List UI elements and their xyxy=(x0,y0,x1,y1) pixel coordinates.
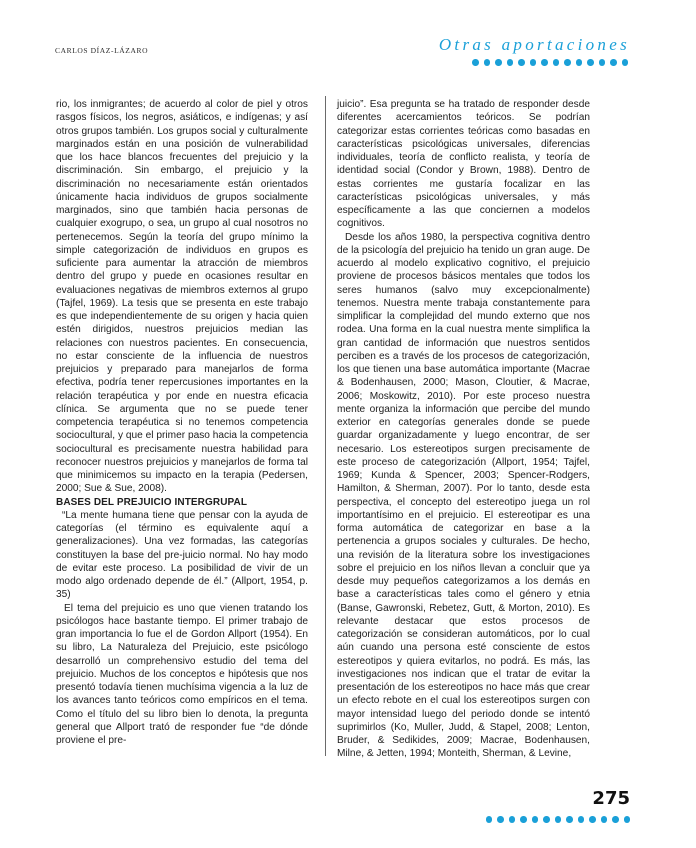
footer-dot-rule xyxy=(486,816,631,823)
section-heading: BASES DEL PREJUICIO INTERGRUPAL xyxy=(56,496,248,508)
right-paragraph-2: Desde los años 1980, la perspectiva cognitiva dentro de la psicología del prejuicio ha tenido un gran auge. De acuerdo al modelo explicativo cognitivo, el prejuicio proviene de procesos básicos mentales que todos los seres humanos (salvo muy excepcionalmente) tenemos. Nuestra mente trabaja constantemente para simplificar la complejidad del mundo externo que nos rodea. Una forma en la cual nuestra mente simplifica la gran cantidad de información que nuestros sentidos perciben es a través de los procesos de categorización, los que tienen una base automática importante (Macrae & Bodenhausen, 2000; Mason, Cloutier, & Macrae, 2006; Moskowitz, 2010). Por este proceso nuestra mente organiza la información que percibe del mundo exterior en categorías generales donde se puede guardar organizadamente y luego encontrar, de ser necesario. Los estereotipos surgen precisamente de este proceso de categorización (Allport, 1954; Tajfel, 1969; Kunda & Spencer, 2003; Spencer-Rodgers, Hamilton, & Sherman, 2007). Por lo tanto, desde esta perspectiva, el concepto del estereotipo juega un rol importantísimo en el prejuicio. El estereotipar es una forma automática de categorizar en base a la pertenencia a grupos sociales y culturales. De hecho, una revisión de la literatura sobre los investigaciones sobre el prejuicio en los niños llevan a concluir que ya desde muy pequeños categorizamos a los demás en base a características tales como el género y etnia (Banse, Gawronski, Rebetez, Gutt, & Morton, 2010). Es relevante destacar que estos procesos de categorización se consideran automáticos, por lo cual aún cuando una persona esté consciente de estos estereotipos y quiera evitarlos, no podrá. Es más, las investigaciones nos indican que el tratar de evitar la presentación de los estereotipos no hace más que crear un efecto rebote en el cual los estereotipos surgen con mayor intensidad luego del periodo donde se intentó suprimirlos (Ko, Muller, Judd, & Stapel, 2008; Lenton, Bruder, & Sedikides, 2009; Macrae, Bodenhausen, Milne, & Jetten, 1994; Monteith, Sherman, & Levine, xyxy=(337,231,590,760)
header-dot-rule xyxy=(472,59,628,66)
right-column xyxy=(337,98,590,761)
running-header-author: CARLOS DÍAZ-LÁZARO xyxy=(55,46,149,55)
right-paragraph-1: juicio”. Esa pregunta se ha tratado de responder desde diferentes acercamientos teóricos. Se podrían categorizar estas corrientes teóricas como basadas en características psicológicas universales, diferencias individuales, teoría de conflicto realista, y teoría de identidad social (Condor y Brown, 1988). Dentro de estas corrientes me gustaría focalizar en las características psicológicas universales, y más específicamente a las que conciernen a modelos cognitivos. xyxy=(337,99,590,230)
left-paragraph-2: El tema del prejuicio es uno que vienen tratando los psicólogos hace bastante tiempo. El primer trabajo de gran importancia lo fue el de Gordon Allport (1954). En su libro, La Naturaleza del Prejuicio, este psicólogo desarrolló un comprehensivo estudio del tema del prejuicio. Muchos de los conceptos e hipótesis que nos presentó todavía tienen muchísima vigencia a la luz de los avances tanto teóricos como empíricos en el tema. Como el título del su libro bien lo denota, la pregunta general que Allport trató de responder fue “de dónde proviene el pre- xyxy=(56,602,308,746)
page-number: 275 xyxy=(592,788,630,809)
left-column xyxy=(56,98,308,747)
left-paragraph-1: rio, los inmigrantes; de acuerdo al color de piel y otros rasgos físicos, los negros, asiáticos, e indígenas; y así otros grupos también. Los grupos social y culturalmente marginados están en una posición de vulnerabilidad que los hace blancos frecuentes del prejuicio y la discriminación. Sin embargo, el prejuicio y la discriminación no necesariamente están orientados únicamente hacia individuos de grupos socialmente marginados, sino que también hacia personas de cualquier exogrupo, o sea, un grupo al cual nosotros no pertenecemos. Según la teoría del grupo mínimo la simple categorización de individuos en grupos es suficiente para aumentar la atracción de miembros dentro del grupo y puede en ocasiones resultar en evaluaciones negativas de miembros externos al grupo (Tajfel, 1969). La tesis que se presenta en este trabajo es que independientemente de su origen y hacia quien estén dirigidos, nuestros prejuicios median las relaciones con nuestros pacientes. En consecuencia, no estar consciente de la influencia de nuestros prejuicios y preparado para manejarlos de forma efectiva, podría tener repercusiones importantes en la relación terapéutica y por ende en nuestra eficacia clínica. Se argumenta que no se puede tener competencia terapéutica si no tenemos competencia sociocultural, y que el primer paso hacia la competencia sociocultural es precisamente nuestra habilidad para reconocer nuestros prejuicios y manejarlos de forma tal que minimicemos su impacto en la terapia (Pedersen, 2000; Sue & Sue, 2008). xyxy=(56,99,308,495)
column-divider xyxy=(325,96,326,756)
running-header-section: Otras aportaciones xyxy=(438,35,630,54)
epigraph-quote: “La mente humana tiene que pensar con la ayuda de categorías (el término es equivalente aquí a generalizaciones). Una vez formadas, las categorías constituyen la base del pre-juicio normal. No hay modo de evitar este proceso. La posibilidad de vivir de un modo algo ordenado depende de él.” (Allport, 1954, p. 35) xyxy=(56,509,308,601)
